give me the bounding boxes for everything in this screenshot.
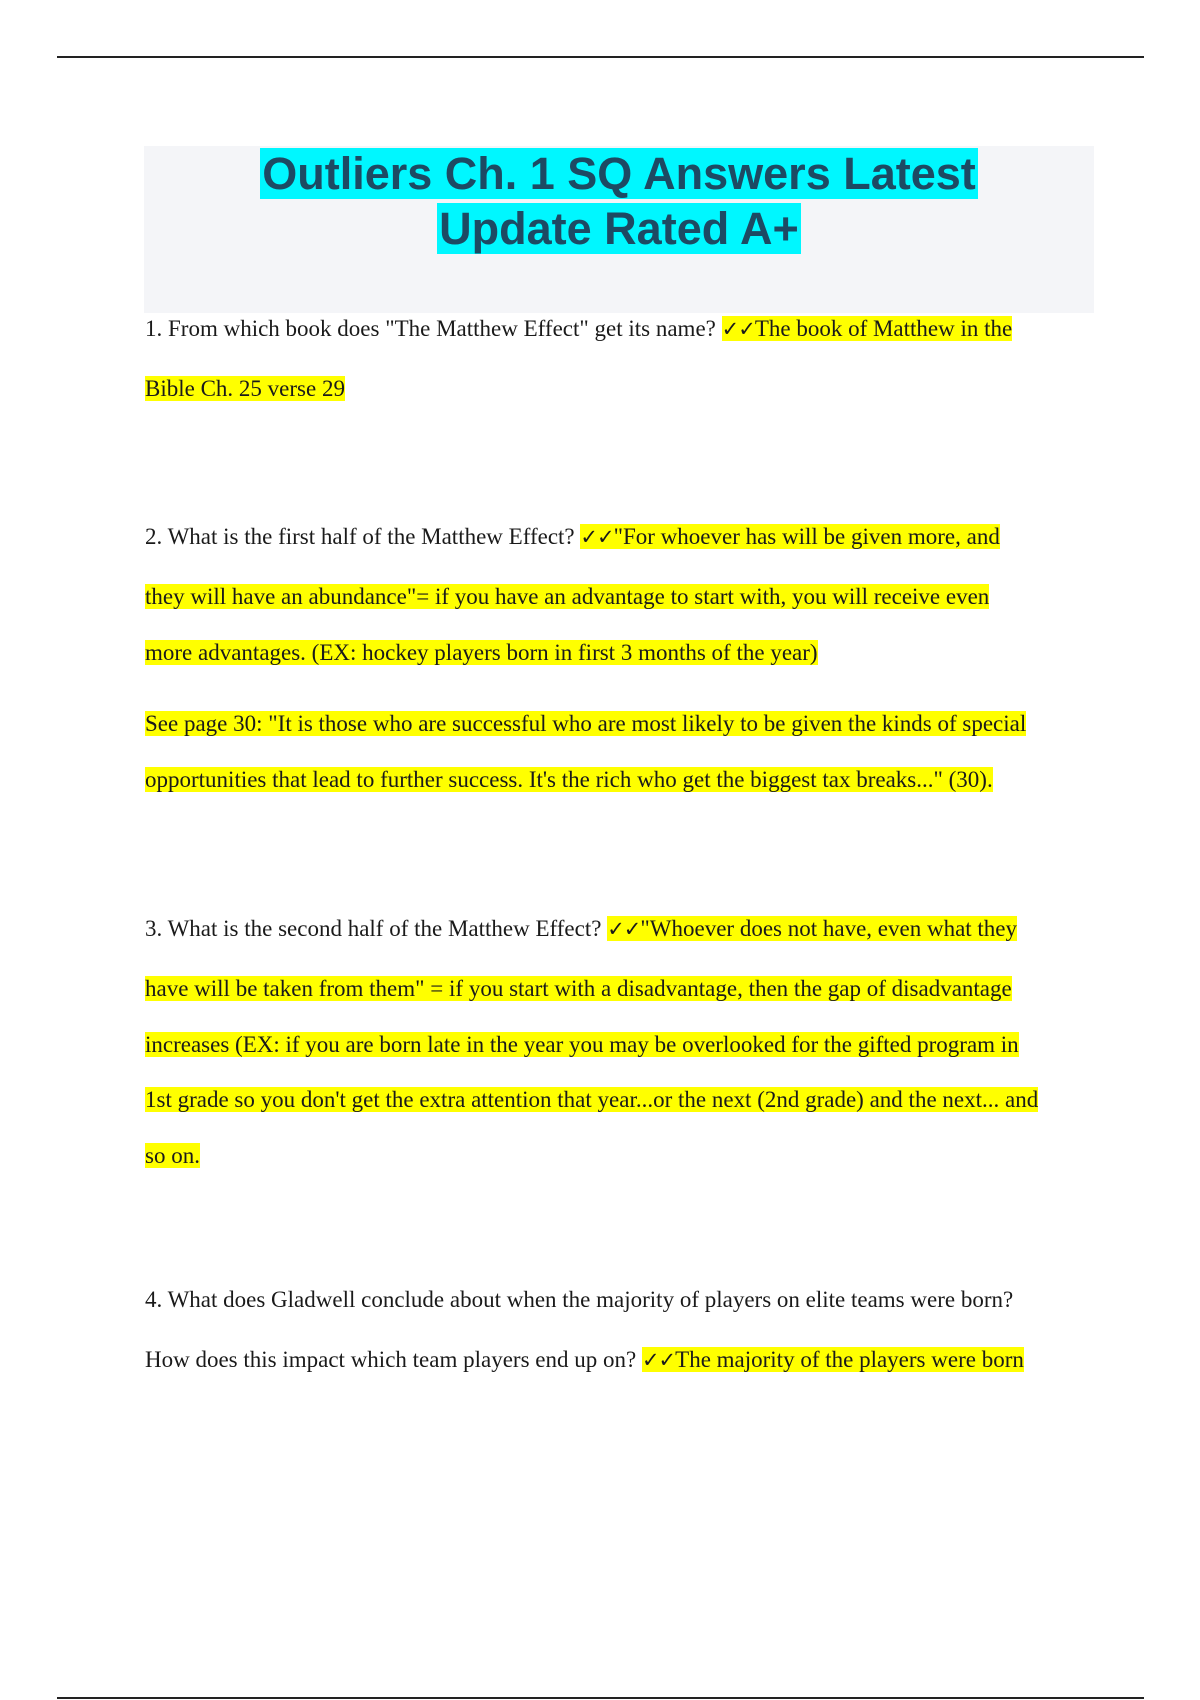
title-line-1: Outliers Ch. 1 SQ Answers Latest — [262, 148, 976, 199]
check-mark-icon: ✓✓ — [641, 1348, 676, 1372]
q1-answer-line-1: The book of Matthew in the — [754, 316, 1013, 341]
q3-answer-line-5: so on. — [145, 1143, 200, 1168]
q2-answer-line-3: more advantages. (EX: hockey players born in first 3 months of the year) — [145, 640, 818, 665]
q1-question: 1. From which book does "The Matthew Effect" get its name? — [145, 316, 716, 341]
q3-line-4 — [145, 1087, 1100, 1113]
q3-line-5 — [145, 1143, 1100, 1169]
q3-line-1 — [145, 916, 1100, 942]
check-mark-icon: ✓✓ — [721, 317, 755, 341]
q4-line-2 — [145, 1347, 1100, 1373]
q2-question: 2. What is the first half of the Matthew Effect? — [145, 524, 575, 549]
q4-answer-line-1: The majority of the players were born — [675, 1347, 1024, 1372]
q2-answer-line-1: "For whoever has will be given more, and — [613, 524, 1000, 549]
q2-quote-line-2 — [145, 767, 1100, 793]
q2-quote-2: opportunities that lead to further success. It's the rich who get the biggest tax breaks..." (30). — [145, 767, 993, 792]
q2-line-2 — [145, 584, 1100, 610]
q3-answer-line-4: 1st grade so you don't get the extra attention that year...or the next (2nd grade) and the next... and — [145, 1087, 1039, 1112]
q1-line-1 — [145, 316, 1100, 342]
q1-answer-line-2: Bible Ch. 25 verse 29 — [145, 376, 345, 401]
q1-answer-start — [722, 316, 1013, 341]
bottom-rule — [57, 1697, 1144, 1699]
q2-answer-start — [580, 524, 999, 549]
q3-line-3 — [145, 1032, 1100, 1058]
q1-line-2 — [145, 376, 1100, 402]
q2-quote-1: See page 30: "It is those who are successful who are most likely to be given the kinds of special — [145, 711, 1027, 736]
document-title — [144, 146, 1094, 256]
check-mark-icon: ✓✓ — [580, 525, 614, 549]
q4-line-1 — [145, 1287, 1100, 1313]
q4-question-line-2: How does this impact which team players end up on? — [145, 1347, 637, 1372]
q2-line-3 — [145, 640, 1100, 666]
q2-line-1 — [145, 524, 1100, 550]
q4-question-line-1: 4. What does Gladwell conclude about when the majority of players on elite teams were born? — [145, 1287, 1014, 1312]
title-line-2: Update Rated A+ — [439, 203, 799, 254]
q3-question: 3. What is the second half of the Matthew Effect? — [145, 916, 602, 941]
q2-quote-line-1 — [145, 711, 1100, 737]
q3-answer-start — [607, 916, 1017, 941]
q3-answer-line-3: increases (EX: if you are born late in the year you may be overlooked for the gifted program in — [145, 1032, 1019, 1057]
check-mark-icon: ✓✓ — [607, 917, 641, 941]
q3-line-2 — [145, 976, 1100, 1002]
q2-answer-line-2: they will have an abundance"= if you have an advantage to start with, you will receive even — [145, 584, 990, 609]
q3-answer-line-1: "Whoever does not have, even what they — [640, 916, 1018, 941]
top-rule — [57, 56, 1144, 58]
q3-answer-line-2: have will be taken from them" = if you start with a disadvantage, then the gap of disadvantage — [145, 976, 1012, 1001]
q4-answer-start — [642, 1347, 1024, 1372]
